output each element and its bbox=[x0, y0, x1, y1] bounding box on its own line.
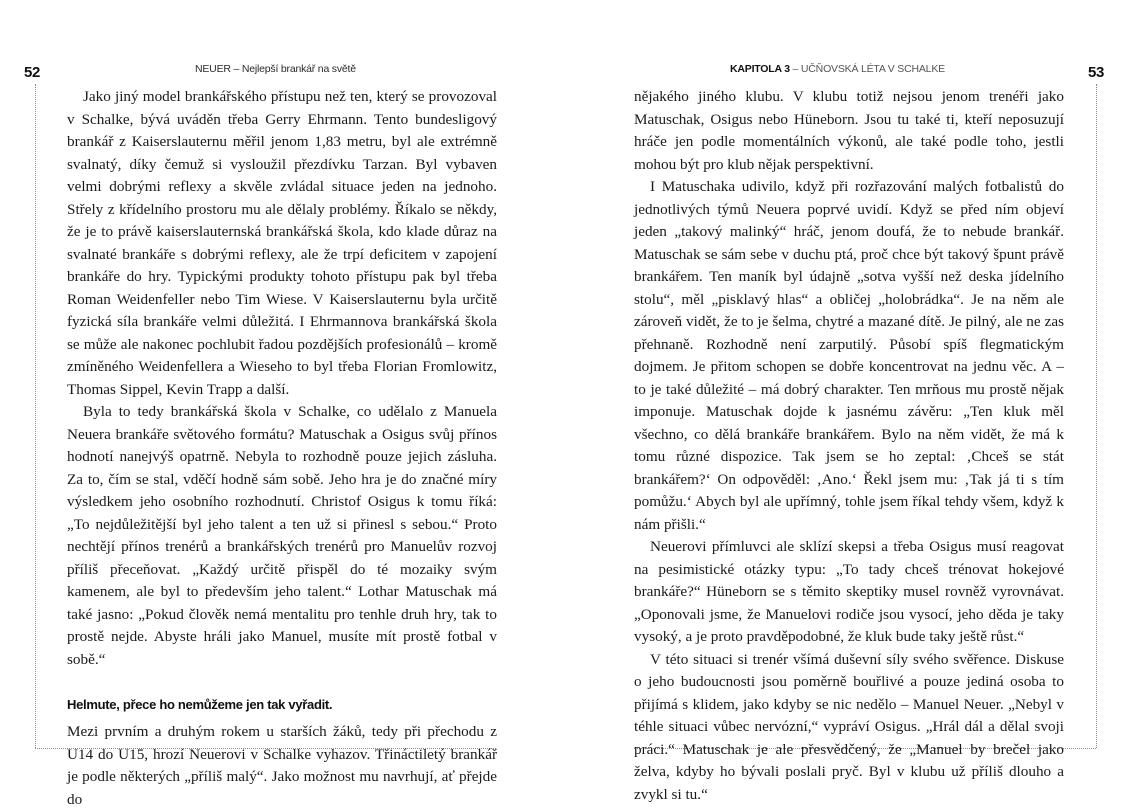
paragraph: Mezi prvním a druhým rokem u starších žáků, tedy při přechodu z U14 do U15, hrozí Neuerovi v Schalke vyhazov. Třináctiletý brankář je podle některých „příliš malý“. Jako možnost mu navrhují, ať přejde do bbox=[67, 723, 497, 808]
paragraph: V této situaci si trenér všímá duševní síly svého svěřence. Diskuse o jeho budoucnosti jsou poměrně bouřlivé a pouze jediná osoba to přijímá s klidem, jako kdyby se nic nedělo – Manuel Neuer. „Nebyl v téhle situaci vůbec nervózní,“ vypráví Osigus. „Hrál dál a dělal svoji práci.“ Matuschak je ale přesvědčený, že „Manuel by brečel jako želva, kdyby ho bývali poslali pryč. Byl v klubu už příliš dlouho a zvykl si tu.“ bbox=[634, 650, 1064, 803]
paragraph: Byla to tedy brankářská škola v Schalke, co udělalo z Manuela Neuera brankáře světového formátu? Matuschak a Osigus svůj přínos hodnotí nanejvýš opatrně. Nebyla to rozhodně pouze jejich zásluha. Za to, čím se stal, vděčí hodně sám sobě. Jeho hra je do značné míry výsledkem jeho osobního rozhodnutí. Christof Osigus k tomu říká: „To nejdůležitější byl jeho talent a ten už si přinesl s sebou.“ Proto nechtějí přínos trenérů a brankářských trenérů pro Manuelův rozvoj příliš přeceňovat. „Každý určitě přispěl do té mozaiky svým kamenem, ale byl to především jeho talent.“ Lothar Matuschak má také jasno: „Pokud člověk nemá mentalitu pro tenhle druh hry, tak to prostě nejde. Abyste hráli jako Manuel, musíte mít prostě fotbal v sobě.“ bbox=[67, 403, 497, 668]
chapter-label: KAPITOLA 3 bbox=[730, 63, 790, 75]
page-number: 52 bbox=[24, 64, 41, 81]
paragraph: I Matuschaka udivilo, když při rozřazování malých fotbalistů do jednotlivých týmů Neuera poprvé uvidí. Když se před ním objeví jeden „takový malinký“ hráč, jenom doufá, že to nebude brankář. Matuschak se sám sebe v duchu ptá, proč chce být takový špunt právě brankářem. Ten maník byl údajně „sotva vyšší než deska jídelního stolu“, měl „pisklavý hlas“ a obličej „holobrádka“. Je na něm ale zároveň vidět, že to je šelma, chytré a mazané dítě. Je pilný, ale ne zas přehnaně. Rozhodně není zarputilý. Působí spíš flegmatickým dojmem. Je přitom schopen se dobře koncentrovat na jednu věc. A – to je také důležité – má dobrý charakter. Ten mrňous mu prostě nějak imponuje. Matuschak dojde k jasnému závěru: „Ten kluk měl všechno, co dělá brankáře brankářem. Bylo na něm vidět, že má k tomu různé dispozice. Tak jsem se ho zeptal: ‚Chceš se stát brankářem?‘ On odpověděl: ‚Ano.‘ Řekl jsem mu: ‚Tak já ti s tím pomůžu.‘ Abych byl ale upřímný, tohle jsem říkal tehdy všem, když k nám přišli.“ bbox=[634, 178, 1064, 533]
body-text bbox=[67, 86, 497, 811]
running-head-separator: – bbox=[789, 63, 801, 75]
body-text bbox=[634, 86, 1064, 806]
section-subheading: Helmute, přece ho nemůžeme jen tak vyřadit. bbox=[67, 697, 333, 712]
paragraph: Neuerovi přímluvci ale sklízí skepsi a třeba Osigus musí reagovat na pesimistické otázky typu: „To tady chceš trénovat hokejové brankáře?“ Hüneborn se s těmito skeptiky musel rovněž vyrovnávat. „Oponovali jsme, že Manuelovi rodiče jsou vysocí, jeho děda je taky vysoký, a je proto pravděpodobné, že kluk bude taky ještě růst.“ bbox=[634, 538, 1064, 645]
dotted-frame-vertical bbox=[35, 84, 36, 748]
running-head bbox=[730, 63, 945, 75]
right-page bbox=[565, 0, 1131, 803]
running-head: NEUER – Nejlepší brankář na světě bbox=[195, 63, 356, 75]
paragraph: Jako jiný model brankářského přístupu než ten, který se provozoval v Schalke, bývá uváděn třeba Gerry Ehrmann. Tento bundesligový brankář z Kaiserslauternu měřil jenom 1,83 metru, byl ale extrémně svalnatý, díky čemuž si vysloužil přezdívku Tarzan. Byl vybaven velmi dobrými reflexy a skvěle zvládal situace jeden na jednoho. Střely z křídelního prostoru mu ale dělaly problémy. Říkalo se někdy, že je to právě kaiserslauternská brankářská škola, kdo klade důraz na svalnaté brankáře s dobrými reflexy, ale že trpí deficitem v zapojení brankáře do hry. Typickými produkty tohoto přístupu pak byl třeba Roman Weidenfeller nebo Tim Wiese. V Kaiserslauternu byla určitě fyzická síla brankáře velmi důležitá. I Ehrmannova brankářská škola se může ale nakonec pochlubit řadou pozdějších profesionálů – kromě zmíněného Weidenfellera a Wieseho to byl třeba Florian Fromlowitz, Thomas Sippel, Kevin Trapp a další. bbox=[67, 88, 497, 398]
left-page bbox=[0, 0, 565, 808]
dotted-frame-vertical bbox=[1096, 84, 1097, 748]
paragraph-continuation: nějakého jiného klubu. V klubu totiž nejsou jenom trenéři jako Matuschak, Osigus nebo Hüneborn. Jsou tu také ti, kteří neposuzují hráče jen podle momentálních výkonů, ale také podle toho, jestli mohou být pro klub nějak perspektivní. bbox=[634, 88, 1064, 173]
page-number: 53 bbox=[1088, 64, 1105, 81]
chapter-title: UČŇOVSKÁ LÉTA V SCHALKE bbox=[800, 63, 945, 75]
